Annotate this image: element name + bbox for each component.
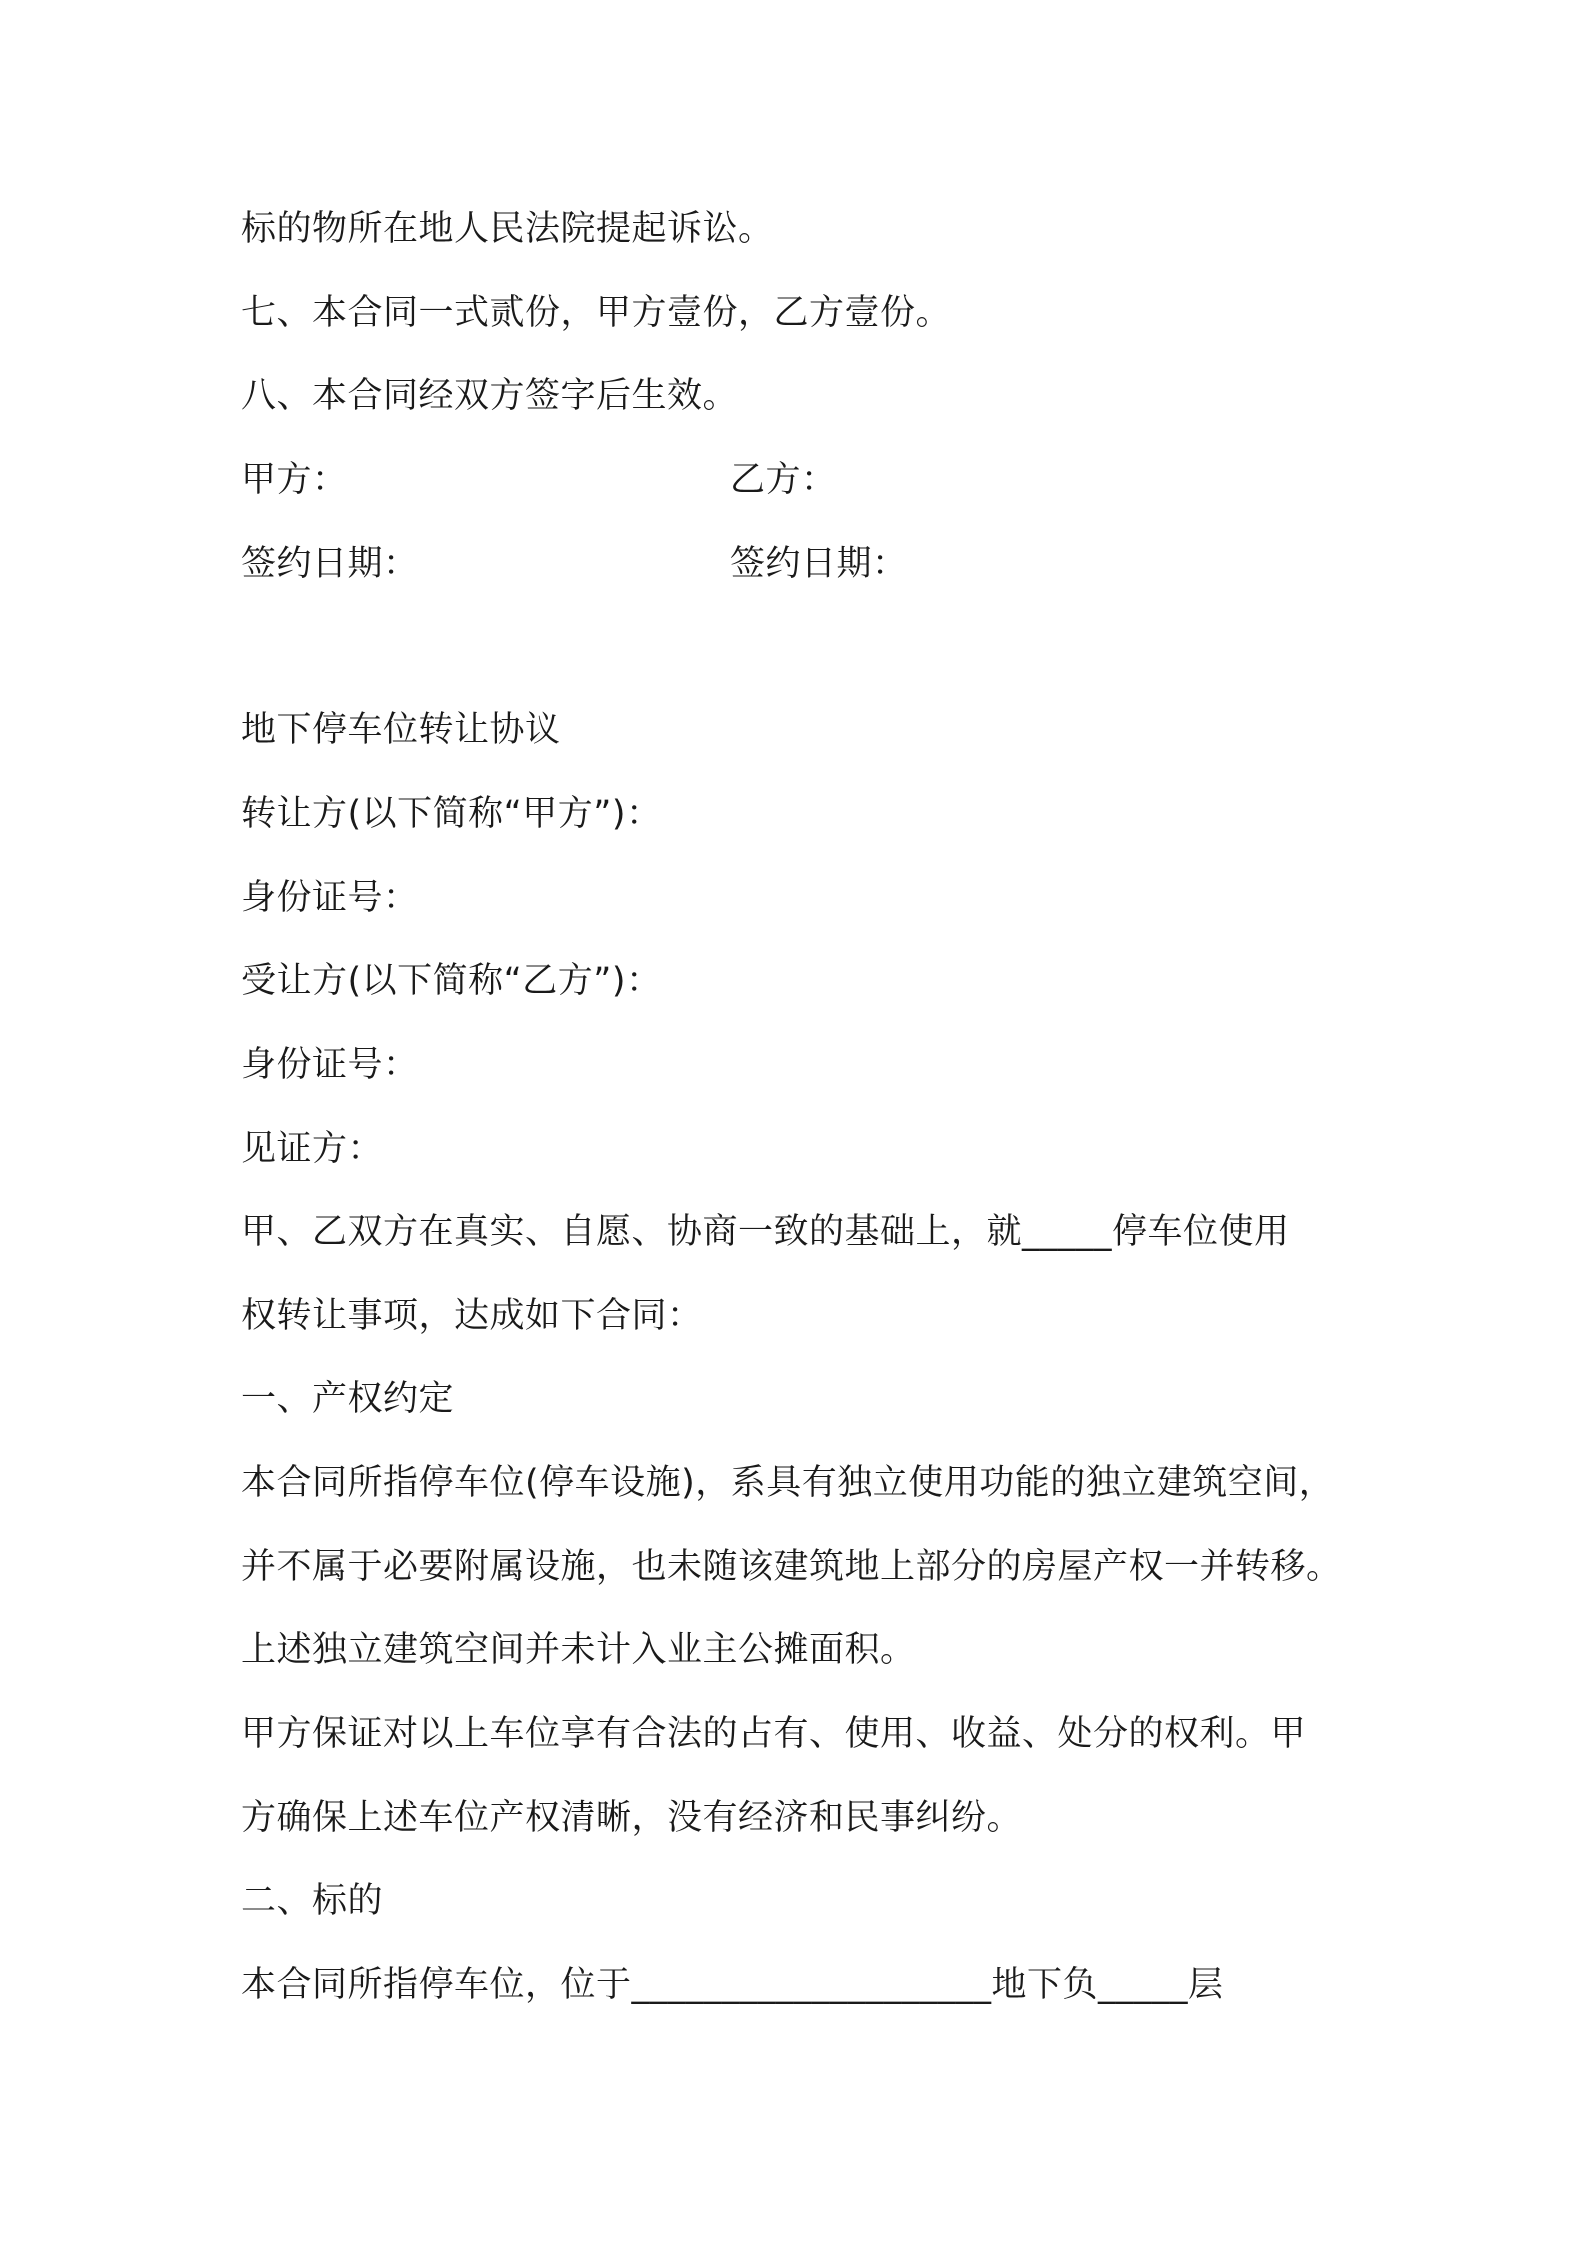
section-1-paragraph-1-line-2: 并不属于必要附属设施，也未随该建筑地上部分的房屋产权一并转移。 xyxy=(241,1547,1342,1587)
signing-date-a-label: 签约日期： xyxy=(241,544,419,584)
agreement-title: 地下停车位转让协议 xyxy=(241,710,561,750)
party-a-signature-label: 甲方： xyxy=(241,460,348,500)
section-1-paragraph-2-line-2: 方确保上述车位产权清晰，没有经济和民事纠纷。 xyxy=(241,1798,1023,1838)
transferor-line: 转让方(以下简称“甲方”)： xyxy=(241,794,662,834)
transferee-line: 受让方(以下简称“乙方”)： xyxy=(241,961,662,1001)
section-1-paragraph-1-line-1: 本合同所指停车位(停车设施)，系具有独立使用功能的独立建筑空间， xyxy=(241,1463,1335,1503)
signing-date-b-label: 签约日期： xyxy=(730,544,908,584)
clause-8: 八、本合同经双方签字后生效。 xyxy=(241,376,739,416)
witness-line: 见证方： xyxy=(241,1129,384,1169)
transferor-id-line: 身份证号： xyxy=(241,878,419,918)
section-1-paragraph-1-line-3: 上述独立建筑空间并未计入业主公摊面积。 xyxy=(241,1630,916,1670)
signature-row-parties xyxy=(241,458,348,502)
clause-7: 七、本合同一式贰份，甲方壹份，乙方壹份。 xyxy=(241,293,952,333)
section-1-paragraph-2-line-1: 甲方保证对以上车位享有合法的占有、使用、收益、处分的权利。甲 xyxy=(241,1714,1307,1754)
preamble-line-2: 权转让事项，达成如下合同： xyxy=(241,1296,703,1336)
section-1-heading: 一、产权约定 xyxy=(241,1379,455,1419)
section-2-line-1: 本合同所指停车位，位于____________________地下负_____层 xyxy=(241,1965,1224,2005)
party-b-signature-label: 乙方： xyxy=(730,460,837,500)
transferee-id-line: 身份证号： xyxy=(241,1045,419,1085)
section-2-heading: 二、标的 xyxy=(241,1881,384,1921)
preamble-line-1: 甲、乙双方在真实、自愿、协商一致的基础上，就_____停车位使用 xyxy=(241,1212,1290,1252)
carryover-text: 标的物所在地人民法院提起诉讼。 xyxy=(241,209,774,249)
